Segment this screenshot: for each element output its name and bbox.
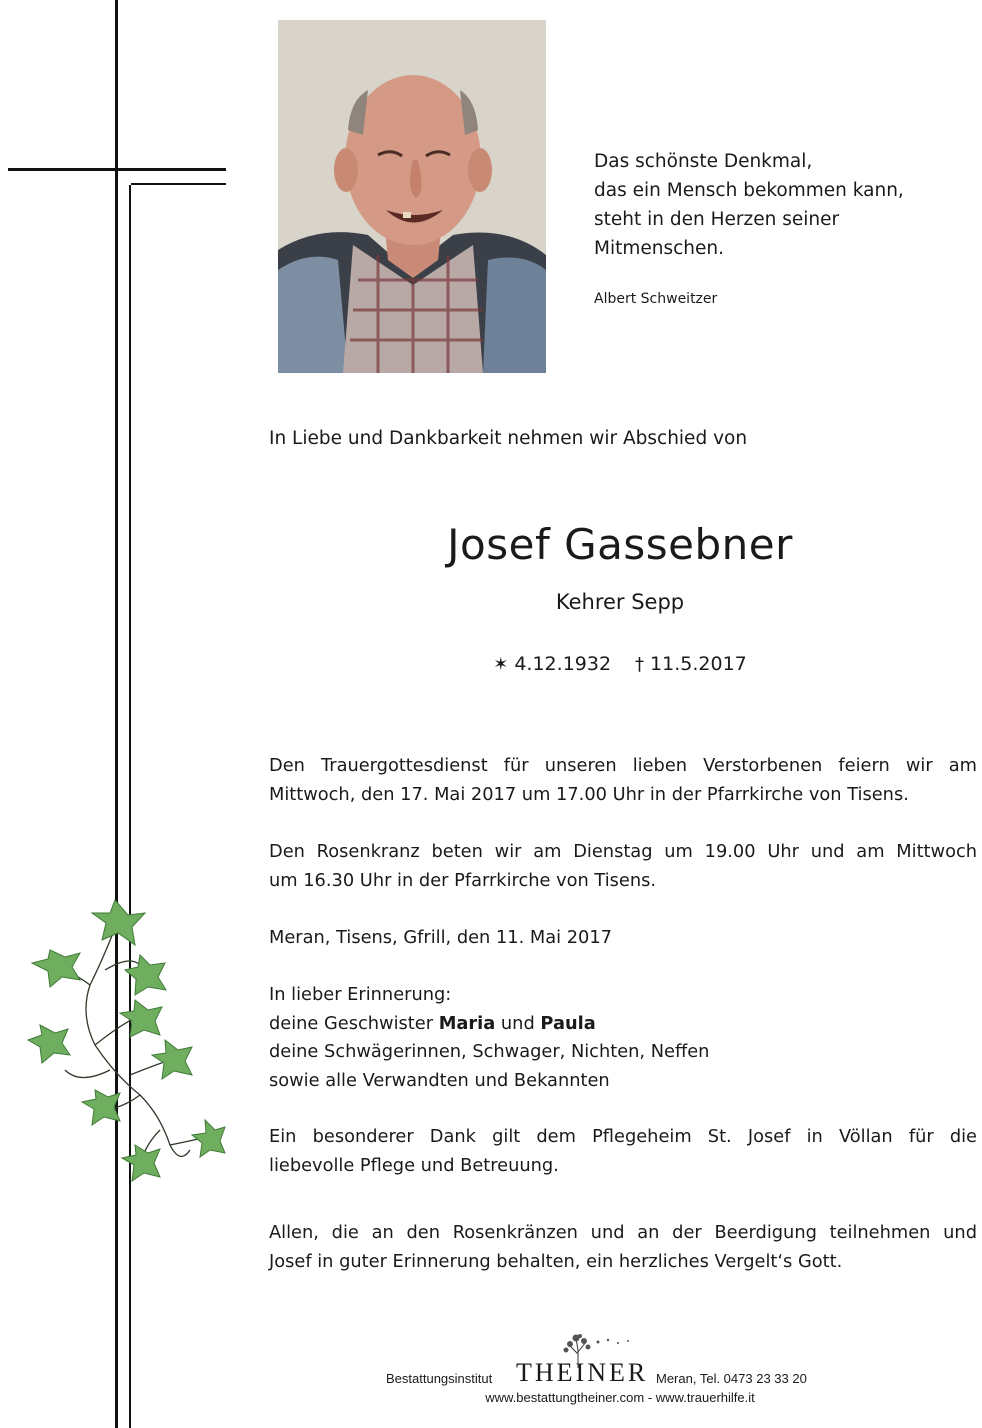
paragraph-line: Allen, die an den Rosenkränzen und an der Beerdigung teilnehmen und xyxy=(269,1222,977,1243)
intro-text: In Liebe und Dankbarkeit nehmen wir Abschied von xyxy=(269,428,748,449)
paragraph-line: Josef in guter Erinnerung behalten, ein herzliches Vergelt‘s Gott. xyxy=(269,1250,843,1272)
paragraph-line: um 16.30 Uhr in der Pfarrkirche von Tisens. xyxy=(269,869,657,891)
quote-line: Mitmenschen. xyxy=(594,238,725,259)
birth-date: 4.12.1932 xyxy=(514,653,612,675)
deceased-name: Josef Gassebner xyxy=(447,520,793,569)
death-cross-icon: † xyxy=(635,654,645,675)
paragraph-line: liebevolle Pflege und Betreuung. xyxy=(269,1154,559,1176)
thanks-paragraph xyxy=(269,1123,977,1180)
siblings-prefix: deine Geschwister xyxy=(269,1012,439,1034)
quote-line: Das schönste Denkmal, xyxy=(594,151,813,172)
paragraph-line: Den Trauergottesdienst für unseren lieben Verstorbenen feiern wir am xyxy=(269,755,977,776)
sibling-name: Maria xyxy=(438,1012,496,1034)
quote-line: steht in den Herzen seiner xyxy=(594,209,840,230)
memorial-quote xyxy=(594,147,924,263)
place-date xyxy=(269,924,977,953)
closing-paragraph xyxy=(269,1219,977,1276)
footer-websites[interactable]: www.bestattungtheiner.com - www.trauerhilfe.it xyxy=(485,1390,755,1405)
mourners-in-laws: deine Schwägerinnen, Schwager, Nichten, Neffen xyxy=(269,1041,710,1062)
birth-star-icon: ✶ xyxy=(493,654,509,675)
footer-label: Bestattungsinstitut xyxy=(386,1371,493,1386)
footer-brand-logo: THEINER xyxy=(516,1358,649,1387)
paragraph-line: Mittwoch, den 17. Mai 2017 um 17.00 Uhr in der Pfarrkirche von Tisens. xyxy=(269,783,909,805)
deceased-nickname: Kehrer Sepp xyxy=(555,590,685,614)
quote-line: das ein Mensch bekommen kann, xyxy=(594,180,904,201)
cross-horizontal-line xyxy=(8,168,226,171)
mourners-list xyxy=(269,981,977,1095)
portrait-photo xyxy=(278,20,546,373)
siblings-conjunction: und xyxy=(495,1012,541,1034)
rosary-paragraph xyxy=(269,838,977,895)
paragraph-line: Den Rosenkranz beten wir am Dienstag um 19.00 Uhr und am Mittwoch xyxy=(269,841,977,862)
funeral-service-paragraph xyxy=(269,752,977,809)
footer-contact: Meran, Tel. 0473 23 33 20 xyxy=(656,1371,807,1386)
sibling-name: Paula xyxy=(540,1012,596,1034)
mourners-heading: In lieber Erinnerung: xyxy=(269,984,452,1005)
place-date-text: Meran, Tisens, Gfrill, den 11. Mai 2017 xyxy=(269,927,612,948)
cross-horizontal-line-inner xyxy=(131,183,226,185)
paragraph-line: Ein besonderer Dank gilt dem Pflegeheim St. Josef in Völlan für die xyxy=(269,1126,977,1147)
cross-vertical-line-inner xyxy=(129,185,131,1428)
life-dates xyxy=(270,653,970,675)
cross-vertical-line xyxy=(115,0,118,1428)
mourners-siblings xyxy=(269,1010,977,1039)
ivy-decoration-icon xyxy=(10,895,230,1195)
death-date: 11.5.2017 xyxy=(650,653,747,675)
mourners-relatives: sowie alle Verwandten und Bekannten xyxy=(269,1069,610,1091)
quote-author: Albert Schweitzer xyxy=(594,291,718,307)
